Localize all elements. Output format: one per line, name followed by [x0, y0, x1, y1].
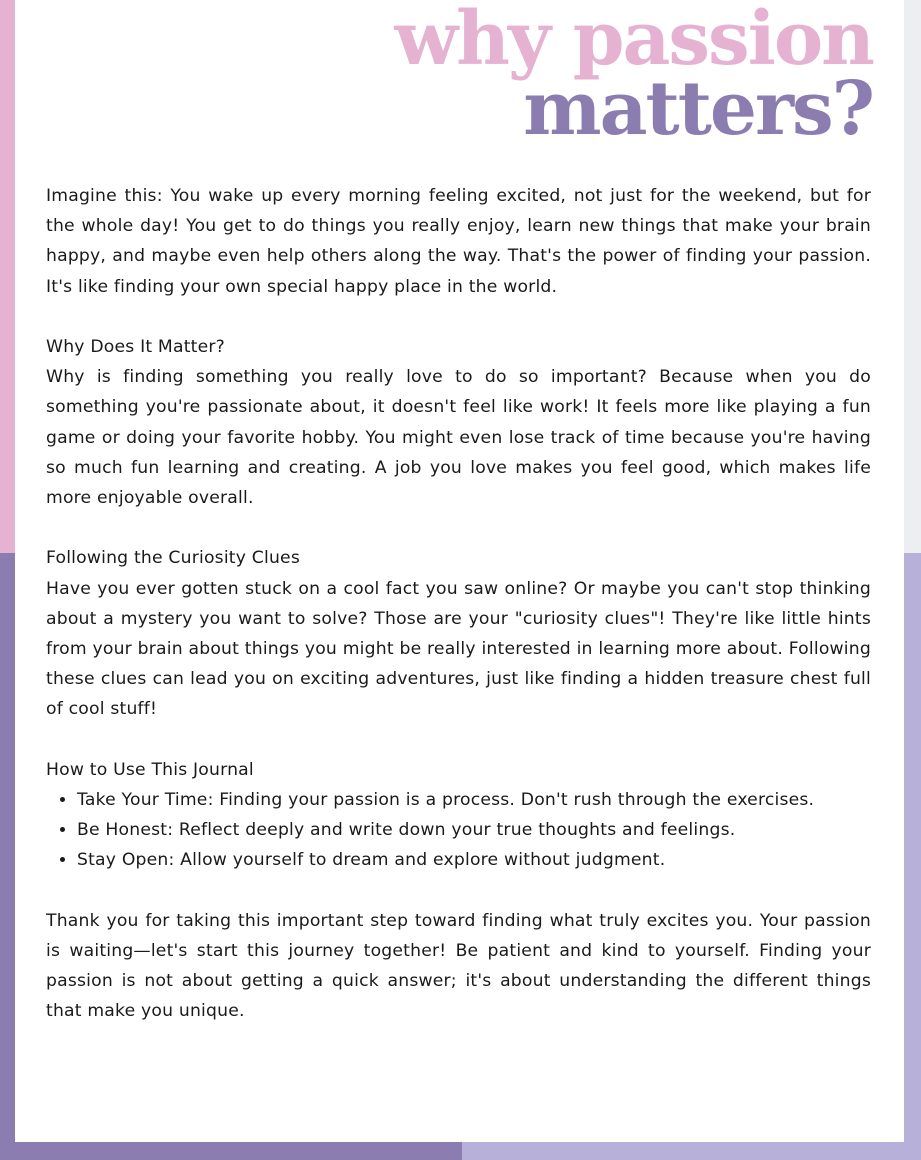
- list-item: • Take Your Time: Finding your passion is a process. Don't rush through the exercises.: [77, 785, 871, 815]
- journal-tips-list: [46, 785, 871, 876]
- intro-paragraph: Imagine this: You wake up every morning feeling excited, not just for the weekend, but for the whole day! You get to do things you really enjoy, learn new things that make your brain happy, and maybe even help others along the way. That's the power of finding your passion. It's like finding your own special happy place in the world.: [46, 186, 871, 297]
- section-heading-curiosity: Following the Curiosity Clues: [46, 548, 300, 569]
- right-gray-border: [904, 0, 921, 553]
- section-body-why: Why is finding something you really love to do so important? Because when you do something you're passionate about, it doesn't feel like work! It feels more like playing a fun game or doing your favorite hobby. You might even lose track of time because you're having so much fun learning and creating. A job you love makes you feel good, which makes life more enjoyable overall.: [46, 367, 871, 509]
- title-line-1: why passion: [394, 0, 873, 82]
- bottom-lavender-border: [462, 1142, 921, 1160]
- section-body-curiosity: Have you ever gotten stuck on a cool fact you saw online? Or maybe you can't stop thinking about a mystery you want to solve? Those are your "curiosity clues"! They're like little hints from your brain about things you might be really interested in learning more about. Following these clues can lead you on exciting adventures, just like finding a hidden treasure chest full of cool stuff!: [46, 578, 871, 720]
- bottom-purple-border: [0, 1142, 462, 1160]
- article-body: [46, 181, 871, 1057]
- left-purple-border: [0, 553, 15, 1160]
- list-item: • Be Honest: Reflect deeply and write down your true thoughts and feelings.: [77, 815, 871, 845]
- title-line-2: matters?: [523, 66, 873, 152]
- list-item: • Stay Open: Allow yourself to dream and explore without judgment.: [77, 845, 871, 875]
- section-heading-journal: How to Use This Journal: [46, 759, 254, 780]
- left-pink-border: [0, 0, 15, 553]
- section-heading-why: Why Does It Matter?: [46, 337, 225, 357]
- page-title: [394, 0, 873, 152]
- right-lavender-border: [904, 553, 921, 1160]
- closing-paragraph: Thank you for taking this important step toward finding what truly excites you. Your passion is waiting—let's start this journey together! Be patient and kind to yourself. Finding your passion is not about getting a quick answer; it's about understanding the different things that make you unique.: [46, 910, 871, 1022]
